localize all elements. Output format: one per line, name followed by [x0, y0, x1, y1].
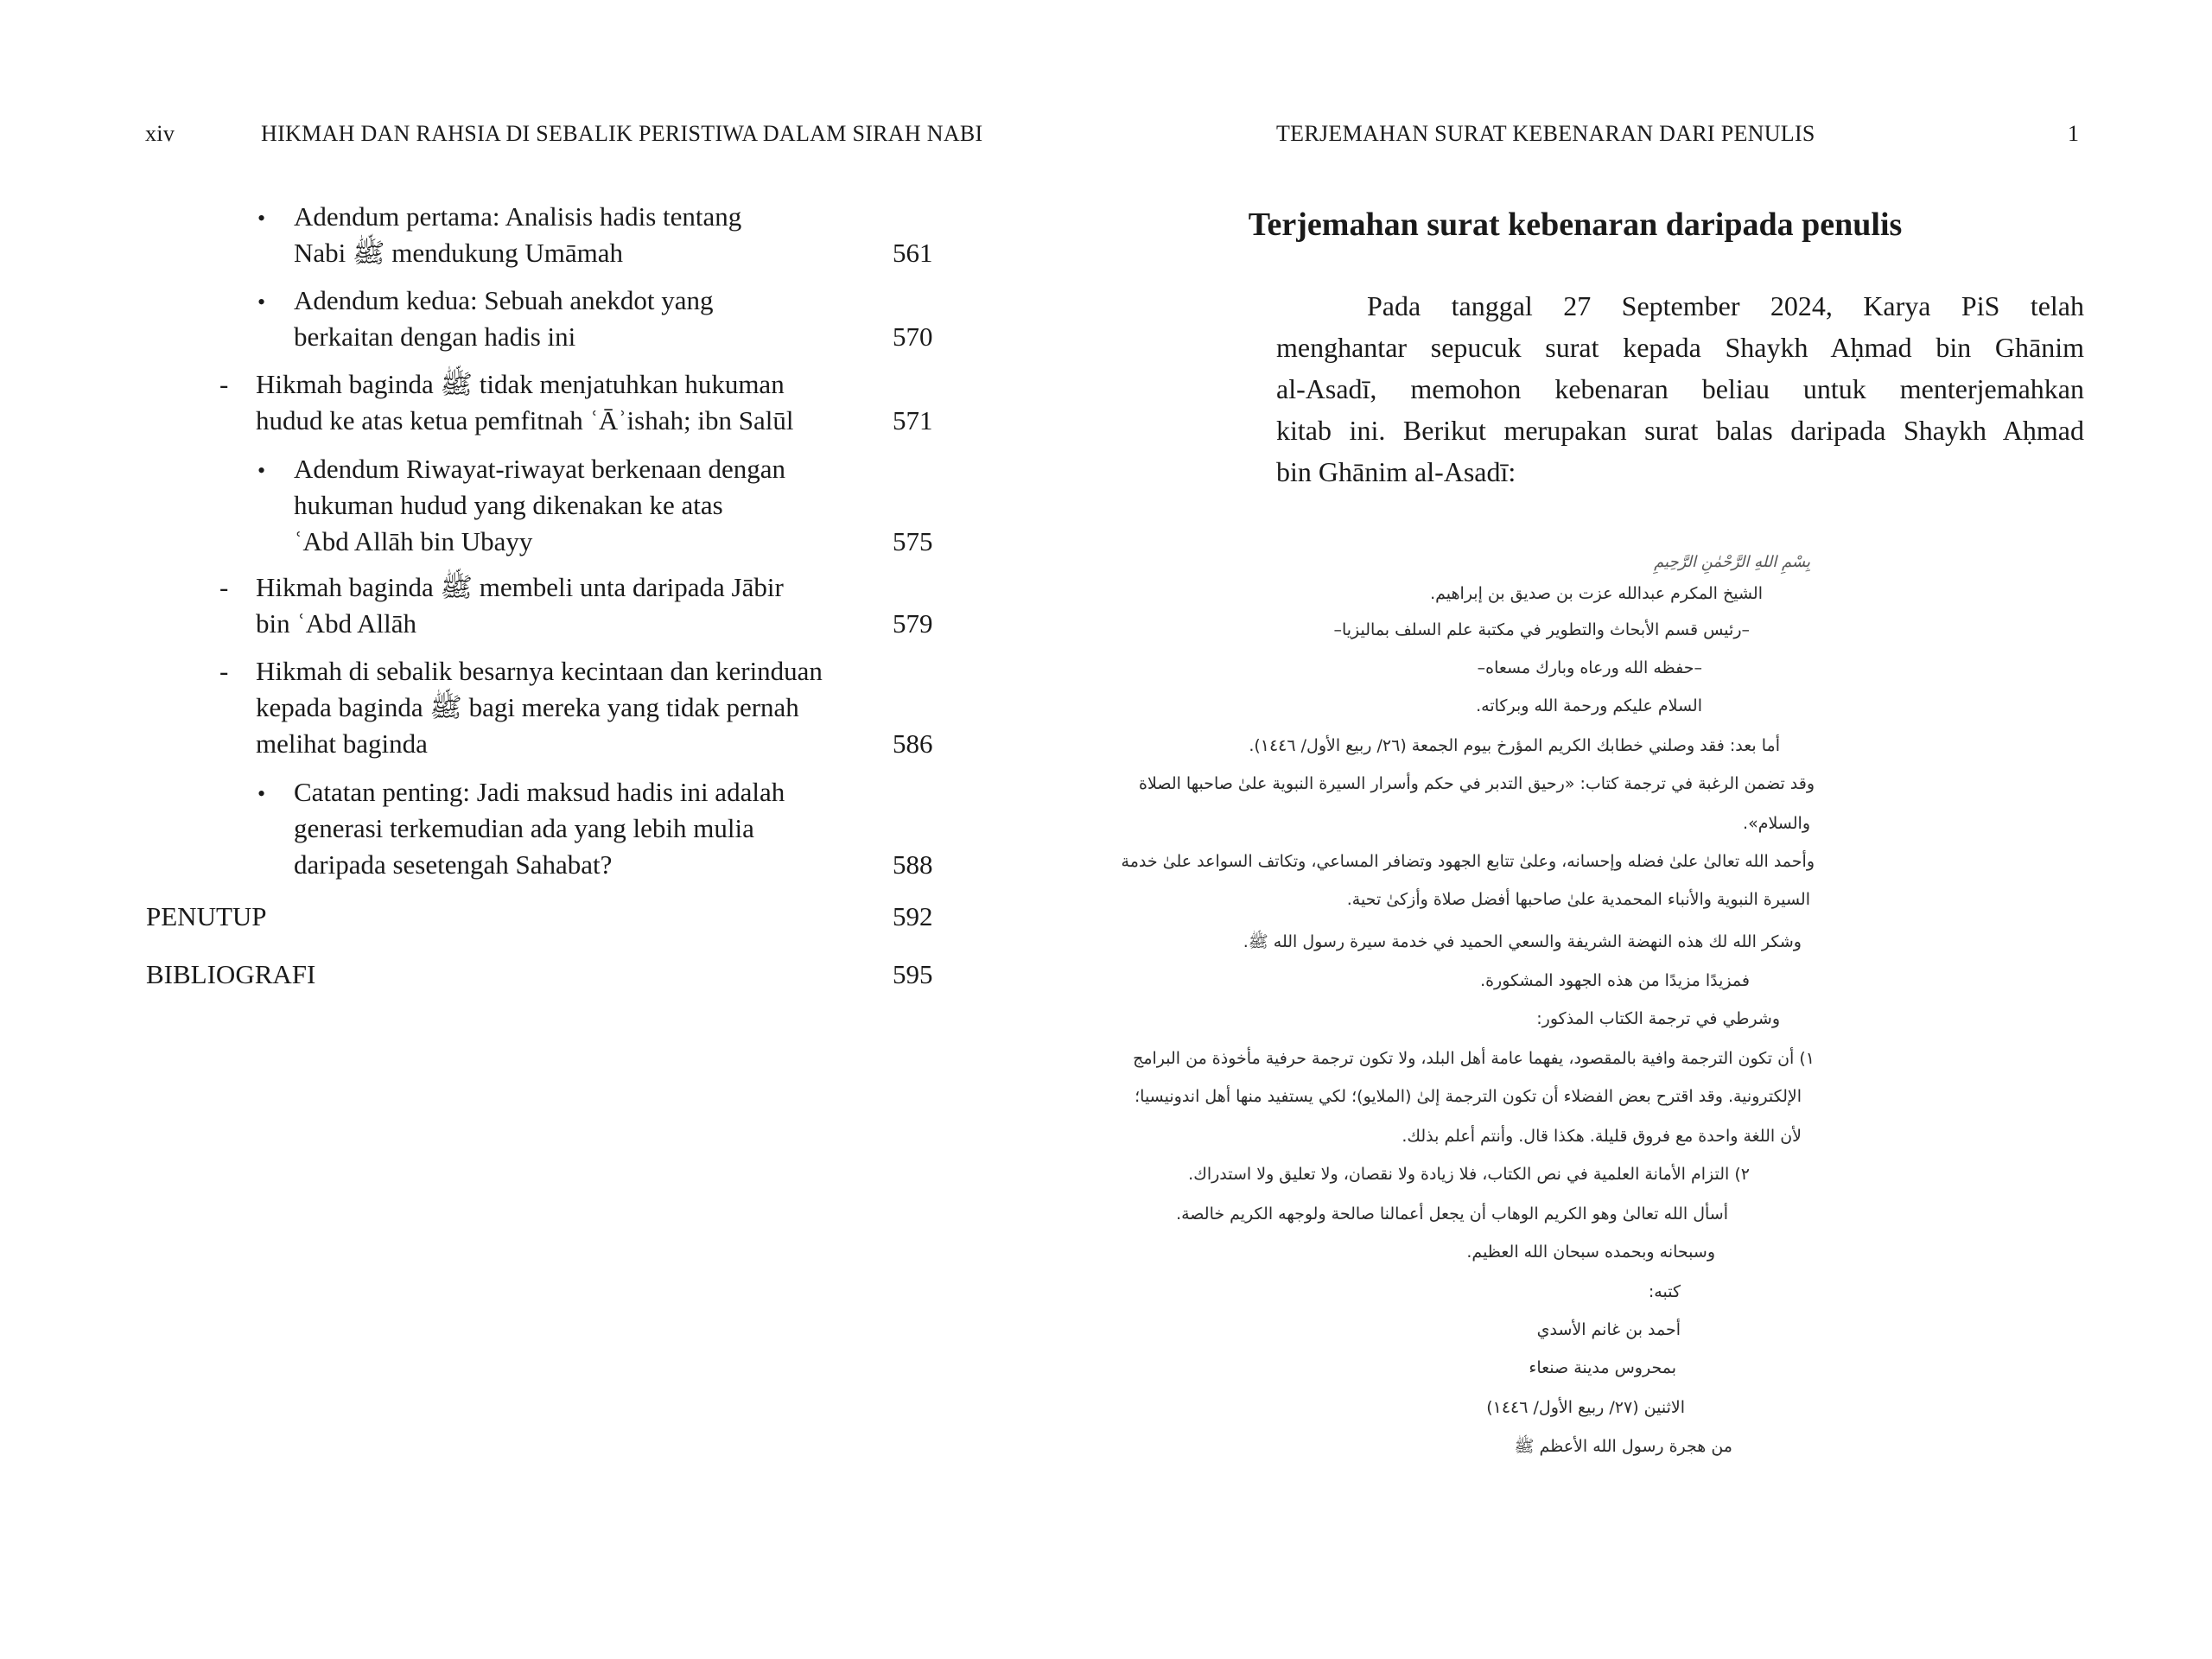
toc-entry-text: melihat baginda — [256, 728, 428, 759]
letter-line: لأن اللغة واحدة مع فروق قليلة. هكذا قال. وأنتم أعلم بذلك. — [1402, 1127, 1802, 1146]
intro-line: kitab ini. Berikut merupakan surat balas daripada Shaykh Aḥmad — [1276, 415, 2084, 446]
bullet-marker: • — [257, 458, 266, 483]
page-title: Terjemahan surat kebenaran daripada penulis — [1248, 207, 1903, 243]
letter-line: ١) أن تكون الترجمة وافية بالمقصود، يفهما عامة أهل البلد، ولا تكون ترجمة حرفية مأخوذة من البرامج — [1133, 1049, 1815, 1068]
basmala: بِسْمِ اللهِ الرَّحْمٰنِ الرَّحِيمِ — [1654, 553, 1810, 571]
letter-line: السلام عليكم ورحمة الله وبركاته. — [1476, 696, 1702, 715]
bullet-marker: • — [257, 206, 266, 231]
dash-marker: - — [219, 572, 229, 602]
intro-line: menghantar sepucuk surat kepada Shaykh Aḥmad bin Ghānim — [1276, 332, 2084, 363]
letter-line: الإلكترونية. وقد اقترح بعض الفضلاء أن تكون الترجمة إلىٰ (الملايو)؛ لكي يستفيد منها أهل اندونيسيا؛ — [1135, 1087, 1802, 1106]
toc-page-number: 570 — [893, 321, 933, 352]
letter-line: أما بعد: فقد وصلني خطابك الكريم المؤرخ بيوم الجمعة (٢٦/ ربيع الأول/ ١٤٤٦). — [1249, 736, 1780, 755]
dash-marker: - — [219, 369, 229, 399]
toc-entry-text: PENUTUP — [146, 901, 267, 931]
toc-page-number: 575 — [893, 526, 933, 556]
letter-line: بمحروس مدينة صنعاء — [1529, 1358, 1676, 1377]
letter-line: وقد تضمن الرغبة في ترجمة كتاب: «رحيق التدبر في حكم وأسرار السيرة النبوية علىٰ صاحبها الصلاة — [1139, 774, 1815, 793]
toc-entry-text: ʿAbd Allāh bin Ubayy — [294, 526, 533, 556]
page-number: xiv — [145, 121, 175, 146]
letter-line: وشرطي في ترجمة الكتاب المذكور: — [1536, 1009, 1780, 1028]
toc-entry-text: Hikmah baginda ﷺ membeli unta daripada Jābir — [256, 572, 784, 602]
letter-line: –رئيس قسم الأبحاث والتطوير في مكتبة علم السلف بماليزيا– — [1333, 620, 1750, 639]
letter-line: الشيخ المكرم عبدالله عزت بن صديق بن إبراهيم. — [1430, 584, 1763, 603]
toc-page-number: 586 — [893, 728, 933, 759]
running-head: HIKMAH DAN RAHSIA DI SEBALIK PERISTIWA DALAM SIRAH NABI — [261, 121, 983, 146]
toc-entry-text: Catatan penting: Jadi maksud hadis ini adalah — [294, 777, 785, 807]
bullet-marker: • — [257, 289, 266, 315]
toc-entry-text: BIBLIOGRAFI — [146, 959, 316, 989]
letter-line: –حفظه الله ورعاه وبارك مسعاه– — [1477, 658, 1702, 677]
toc-page-number: 595 — [893, 959, 933, 989]
letter-line: وسبحانه وبحمده سبحان الله العظيم. — [1466, 1243, 1715, 1262]
toc-entry-text: Hikmah di sebalik besarnya kecintaan dan kerinduan — [256, 656, 823, 686]
toc-entry-text: bin ʿAbd Allāh — [256, 608, 416, 639]
toc-entry-text: berkaitan dengan hadis ini — [294, 321, 576, 352]
toc-entry-text: Adendum pertama: Analisis hadis tentang — [294, 201, 742, 232]
toc-entry-text: Hikmah baginda ﷺ tidak menjatuhkan hukuman — [256, 369, 785, 399]
toc-entry-text: generasi terkemudian ada yang lebih mulia — [294, 813, 754, 843]
letter-line: والسلام». — [1743, 814, 1810, 833]
letter-line: فمزيدًا مزيدًا من هذه الجهود المشكورة. — [1480, 971, 1750, 990]
letter-line: من هجرة رسول الله الأعظم ﷺ — [1514, 1437, 1732, 1456]
letter-line: ٢) التزام الأمانة العلمية في نص الكتاب، فلا زيادة ولا نقصان، ولا تعليق ولا استدراك. — [1188, 1165, 1750, 1184]
toc-page-number: 571 — [893, 405, 933, 435]
intro-line: al-Asadī, memohon kebenaran beliau untuk menterjemahkan — [1276, 373, 2084, 404]
intro-line: bin Ghānim al-Asadī: — [1276, 456, 1516, 487]
toc-entry-text: hudud ke atas ketua pemfitnah ʿĀʾishah; ibn Salūl — [256, 405, 794, 435]
toc-entry-text: daripada sesetengah Sahabat? — [294, 849, 613, 880]
letter-line: كتبه: — [1648, 1282, 1681, 1301]
dash-marker: - — [219, 656, 229, 686]
toc-page-number: 588 — [893, 849, 933, 880]
letter-line: وشكر الله لك هذه النهضة الشريفة والسعي الحميد في خدمة سيرة رسول الله ﷺ. — [1243, 932, 1802, 951]
toc-entry-text: kepada baginda ﷺ bagi mereka yang tidak pernah — [256, 692, 799, 722]
toc-page-number: 592 — [893, 901, 933, 931]
letter-line: الاثنين (٢٧/ ربيع الأول/ ١٤٤٦) — [1486, 1398, 1685, 1417]
toc-entry-text: Adendum kedua: Sebuah anekdot yang — [294, 285, 714, 315]
toc-entry-text: Adendum Riwayat-riwayat berkenaan dengan — [294, 454, 785, 484]
running-head: TERJEMAHAN SURAT KEBENARAN DARI PENULIS — [1276, 121, 1815, 146]
toc-entry-text: hukuman hudud yang dikenakan ke atas — [294, 490, 723, 520]
letter-line: وأحمد الله تعالىٰ علىٰ فضله وإحسانه، وعلىٰ تتابع الجهود وتضافر المساعي، وتكاتف السواعد علىٰ خدمة — [1121, 852, 1815, 871]
toc-page-number: 561 — [893, 238, 933, 268]
intro-line: Pada tanggal 27 September 2024, Karya PiS telah — [1367, 290, 2084, 321]
page-number: 1 — [2068, 121, 2080, 146]
toc-page-number: 579 — [893, 608, 933, 639]
letter-line: السيرة النبوية والأنباء المحمدية علىٰ صاحبها أفضل صلاة وأزكىٰ تحية. — [1346, 890, 1810, 909]
letter-line: أسأل الله تعالىٰ وهو الكريم الوهاب أن يجعل أعمالنا صالحة ولوجهه الكريم خالصة. — [1176, 1205, 1728, 1224]
toc-entry-text: Nabi ﷺ mendukung Umāmah — [294, 238, 623, 268]
bullet-marker: • — [257, 781, 266, 806]
right-page — [1106, 0, 2212, 1659]
letter-line: أحمد بن غانم الأسدي — [1536, 1320, 1681, 1339]
